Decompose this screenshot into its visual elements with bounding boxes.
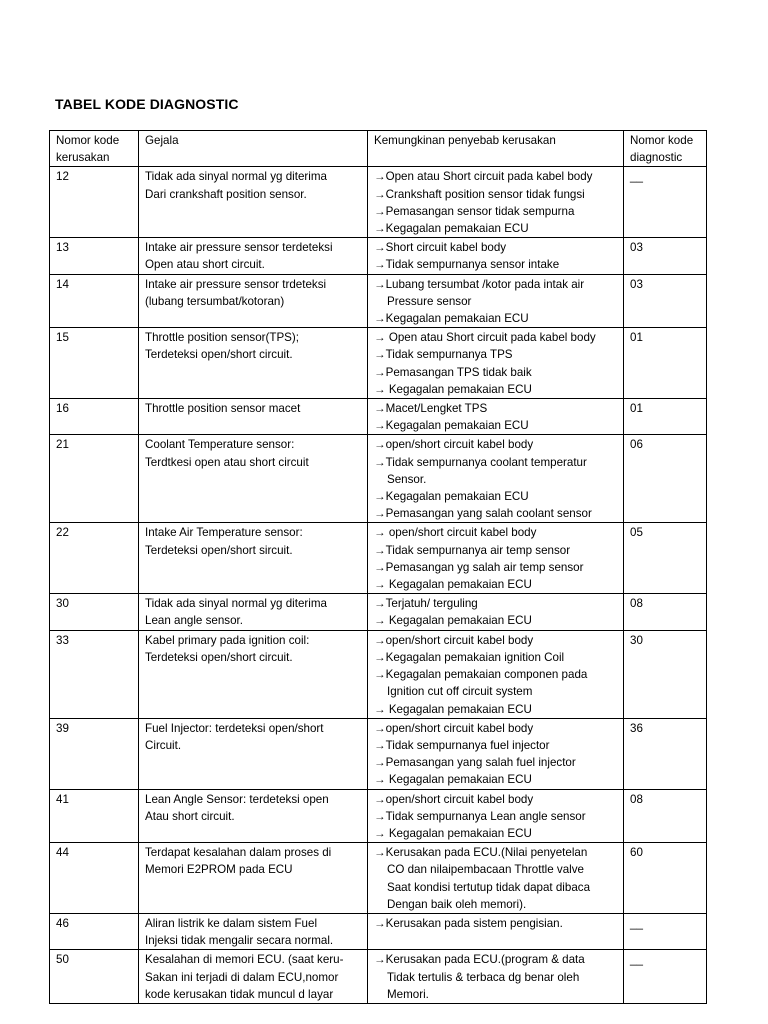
symptom-cell <box>139 950 368 1004</box>
table-row <box>50 630 707 718</box>
error-code-cell: 22 <box>50 523 139 594</box>
symptom-cell <box>139 718 368 789</box>
cause-line: Dengan baik oleh memori). <box>387 897 527 911</box>
symptom-line: Aliran listrik ke dalam sistem Fuel <box>145 916 318 930</box>
cause-line: →Tidak sempurnanya fuel injector <box>374 738 550 752</box>
table-row <box>50 718 707 789</box>
cause-line: →open/short circuit kabel body <box>374 792 534 806</box>
possible-cause-cell <box>368 238 624 274</box>
table-row <box>50 843 707 914</box>
table-row <box>50 523 707 594</box>
diagnostic-code-cell: 06 <box>624 435 707 523</box>
symptom-line: Circuit. <box>145 738 182 752</box>
symptom-line: Kesalahan di memori ECU. (saat keru- <box>145 953 344 967</box>
header-kemungkinan-penyebab: Kemungkinan penyebab kerusakan <box>368 131 624 167</box>
table-row <box>50 274 707 328</box>
symptom-cell <box>139 789 368 843</box>
symptom-cell <box>139 843 368 914</box>
diagnostic-code-cell: 60 <box>624 843 707 914</box>
cause-line: →Kegagalan pemakaian ECU <box>374 419 529 433</box>
diagnostic-code-table <box>49 130 707 1004</box>
error-code-cell: 14 <box>50 274 139 328</box>
error-code-cell: 39 <box>50 718 139 789</box>
symptom-line: Fuel Injector: terdeteksi open/short <box>145 721 324 735</box>
symptom-line: kode kerusakan tidak muncul d layar <box>145 987 334 1001</box>
cause-line: →Pemasangan yang salah fuel injector <box>374 756 576 770</box>
diagnostic-code-cell: 01 <box>624 399 707 435</box>
cause-line: →Pemasangan TPS tidak baik <box>374 365 532 379</box>
cause-line: →open/short circuit kabel body <box>374 633 534 647</box>
cause-line: → Kegagalan pemakaian ECU <box>374 614 532 628</box>
cause-line: →Tidak sempurnanya Lean angle sensor <box>374 809 586 823</box>
diagnostic-code-cell: 05 <box>624 523 707 594</box>
error-code-cell: 15 <box>50 328 139 399</box>
diagnostic-code-cell: 08 <box>624 789 707 843</box>
cause-line: →Terjatuh/ terguling <box>374 597 478 611</box>
diagnostic-code-cell: 03 <box>624 274 707 328</box>
symptom-line: Tidak ada sinyal normal yg diterima <box>145 597 327 611</box>
diagnostic-code-cell: 03 <box>624 238 707 274</box>
cause-line: →Kerusakan pada ECU.(Nilai penyetelan <box>374 846 588 860</box>
cause-line: →Kegagalan pemakaian ECU <box>374 312 529 326</box>
possible-cause-cell <box>368 399 624 435</box>
cause-line: →Pemasangan yang salah coolant sensor <box>374 507 592 521</box>
symptom-cell <box>139 167 368 238</box>
cause-line: → open/short circuit kabel body <box>374 526 537 540</box>
table-row <box>50 913 707 949</box>
cause-line: →Crankshaft position sensor tidak fungsi <box>374 187 585 201</box>
symptom-line: Dari crankshaft position sensor. <box>145 187 307 201</box>
page-title: TABEL KODE DIAGNOSTIC <box>55 96 239 112</box>
possible-cause-cell <box>368 594 624 630</box>
symptom-cell <box>139 630 368 718</box>
error-code-cell: 12 <box>50 167 139 238</box>
symptom-line: Lean angle sensor. <box>145 614 243 628</box>
cause-line: →Kerusakan pada sistem pengisian. <box>374 916 563 930</box>
symptom-line: Memori E2PROM pada ECU <box>145 863 293 877</box>
cause-line: →Pemasangan yg salah air temp sensor <box>374 560 584 574</box>
symptom-line: Terdtkesi open atau short circuit <box>145 455 309 469</box>
diagnostic-code-cell: 36 <box>624 718 707 789</box>
cause-line: →Kegagalan pemakaian componen pada <box>374 668 588 682</box>
cause-line: →Lubang tersumbat /kotor pada intak air <box>374 277 585 291</box>
cause-line: →Tidak sempurnanya sensor intake <box>374 258 560 272</box>
cause-line: → Kegagalan pemakaian ECU <box>374 382 532 396</box>
diagnostic-code-cell: __ <box>624 913 707 949</box>
possible-cause-cell <box>368 328 624 399</box>
possible-cause-cell <box>368 789 624 843</box>
cause-line: →Tidak sempurnanya TPS <box>374 348 513 362</box>
error-code-cell: 50 <box>50 950 139 1004</box>
cause-line: →open/short circuit kabel body <box>374 438 534 452</box>
symptom-line: Lean Angle Sensor: terdeteksi open <box>145 792 329 806</box>
cause-line: → Open atau Short circuit pada kabel body <box>374 331 596 345</box>
diagnostic-code-cell: __ <box>624 950 707 1004</box>
error-code-cell: 44 <box>50 843 139 914</box>
header-nomor-kode-diagnostic: Nomor kode diagnostic <box>624 131 707 167</box>
cause-line: Pressure sensor <box>387 294 472 308</box>
cause-line: Tidak tertulis & terbaca dg benar oleh <box>387 970 580 984</box>
symptom-line: Terdeteksi open/short sircuit. <box>145 543 293 557</box>
error-code-cell: 33 <box>50 630 139 718</box>
cause-line: →Kegagalan pemakaian ignition Coil <box>374 650 565 664</box>
diagnostic-code-cell: __ <box>624 167 707 238</box>
possible-cause-cell <box>368 435 624 523</box>
cause-line: →Tidak sempurnanya coolant temperatur <box>374 455 587 469</box>
table-row <box>50 399 707 435</box>
table-row <box>50 950 707 1004</box>
symptom-line: Throttle position sensor macet <box>145 402 301 416</box>
cause-line: → Kegagalan pemakaian ECU <box>374 702 532 716</box>
error-code-cell: 46 <box>50 913 139 949</box>
cause-line: → Kegagalan pemakaian ECU <box>374 773 532 787</box>
symptom-line: Tidak ada sinyal normal yg diterima <box>145 170 327 184</box>
table-row <box>50 328 707 399</box>
cause-line: → Kegagalan pemakaian ECU <box>374 578 532 592</box>
possible-cause-cell <box>368 913 624 949</box>
possible-cause-cell <box>368 274 624 328</box>
symptom-cell <box>139 274 368 328</box>
symptom-line: (lubang tersumbat/kotoran) <box>145 294 285 308</box>
symptom-cell <box>139 238 368 274</box>
symptom-line: Intake air pressure sensor trdeteksi <box>145 277 327 291</box>
error-code-cell: 16 <box>50 399 139 435</box>
symptom-cell <box>139 523 368 594</box>
diagnostic-code-cell: 08 <box>624 594 707 630</box>
symptom-line: Terdeteksi open/short circuit. <box>145 348 293 362</box>
cause-line: →Kerusakan pada ECU.(program & data <box>374 953 585 967</box>
cause-line: →Open atau Short circuit pada kabel body <box>374 170 593 184</box>
cause-line: →Kegagalan pemakaian ECU <box>374 490 529 504</box>
symptom-line: Terdapat kesalahan dalam proses di <box>145 846 332 860</box>
error-code-cell: 41 <box>50 789 139 843</box>
cause-line: Memori. <box>387 987 429 1001</box>
cause-line: Saat kondisi tertutup tidak dapat dibaca <box>387 880 591 894</box>
error-code-cell: 13 <box>50 238 139 274</box>
cause-line: →Kegagalan pemakaian ECU <box>374 222 529 236</box>
possible-cause-cell <box>368 718 624 789</box>
diagnostic-code-cell: 01 <box>624 328 707 399</box>
symptom-line: Kabel primary pada ignition coil: <box>145 633 310 647</box>
possible-cause-cell <box>368 843 624 914</box>
symptom-line: Intake air pressure sensor terdeteksi <box>145 241 333 255</box>
cause-line: CO dan nilaipembacaan Throttle valve <box>387 863 584 877</box>
symptom-cell <box>139 594 368 630</box>
symptom-line: Atau short circuit. <box>145 809 235 823</box>
symptom-cell <box>139 399 368 435</box>
symptom-cell <box>139 435 368 523</box>
symptom-line: Injeksi tidak mengalir secara normal. <box>145 934 334 948</box>
cause-line: Ignition cut off circuit system <box>387 685 533 699</box>
symptom-line: Coolant Temperature sensor: <box>145 438 295 452</box>
table-row <box>50 167 707 238</box>
possible-cause-cell <box>368 167 624 238</box>
possible-cause-cell <box>368 630 624 718</box>
table-row <box>50 435 707 523</box>
cause-line: →Pemasangan sensor tidak sempurna <box>374 204 575 218</box>
table-row <box>50 789 707 843</box>
cause-line: → Kegagalan pemakaian ECU <box>374 826 532 840</box>
possible-cause-cell <box>368 523 624 594</box>
table-row <box>50 594 707 630</box>
symptom-cell <box>139 328 368 399</box>
error-code-cell: 21 <box>50 435 139 523</box>
cause-line: →Macet/Lengket TPS <box>374 402 488 416</box>
symptom-line: Sakan ini terjadi di dalam ECU,nomor <box>145 970 339 984</box>
cause-line: Sensor. <box>387 472 427 486</box>
cause-line: →Short circuit kabel body <box>374 241 507 255</box>
symptom-line: Intake Air Temperature sensor: <box>145 526 303 540</box>
symptom-cell <box>139 913 368 949</box>
possible-cause-cell <box>368 950 624 1004</box>
error-code-cell: 30 <box>50 594 139 630</box>
table-row <box>50 238 707 274</box>
table-header-row <box>50 131 707 167</box>
symptom-line: Open atau short circuit. <box>145 258 265 272</box>
cause-line: →open/short circuit kabel body <box>374 721 534 735</box>
symptom-line: Throttle position sensor(TPS); <box>145 331 299 345</box>
header-gejala: Gejala <box>139 131 368 167</box>
symptom-line: Terdeteksi open/short circuit. <box>145 650 293 664</box>
cause-line: →Tidak sempurnanya air temp sensor <box>374 543 571 557</box>
header-nomor-kode-kerusakan: Nomor kode kerusakan <box>50 131 139 167</box>
diagnostic-code-cell: 30 <box>624 630 707 718</box>
